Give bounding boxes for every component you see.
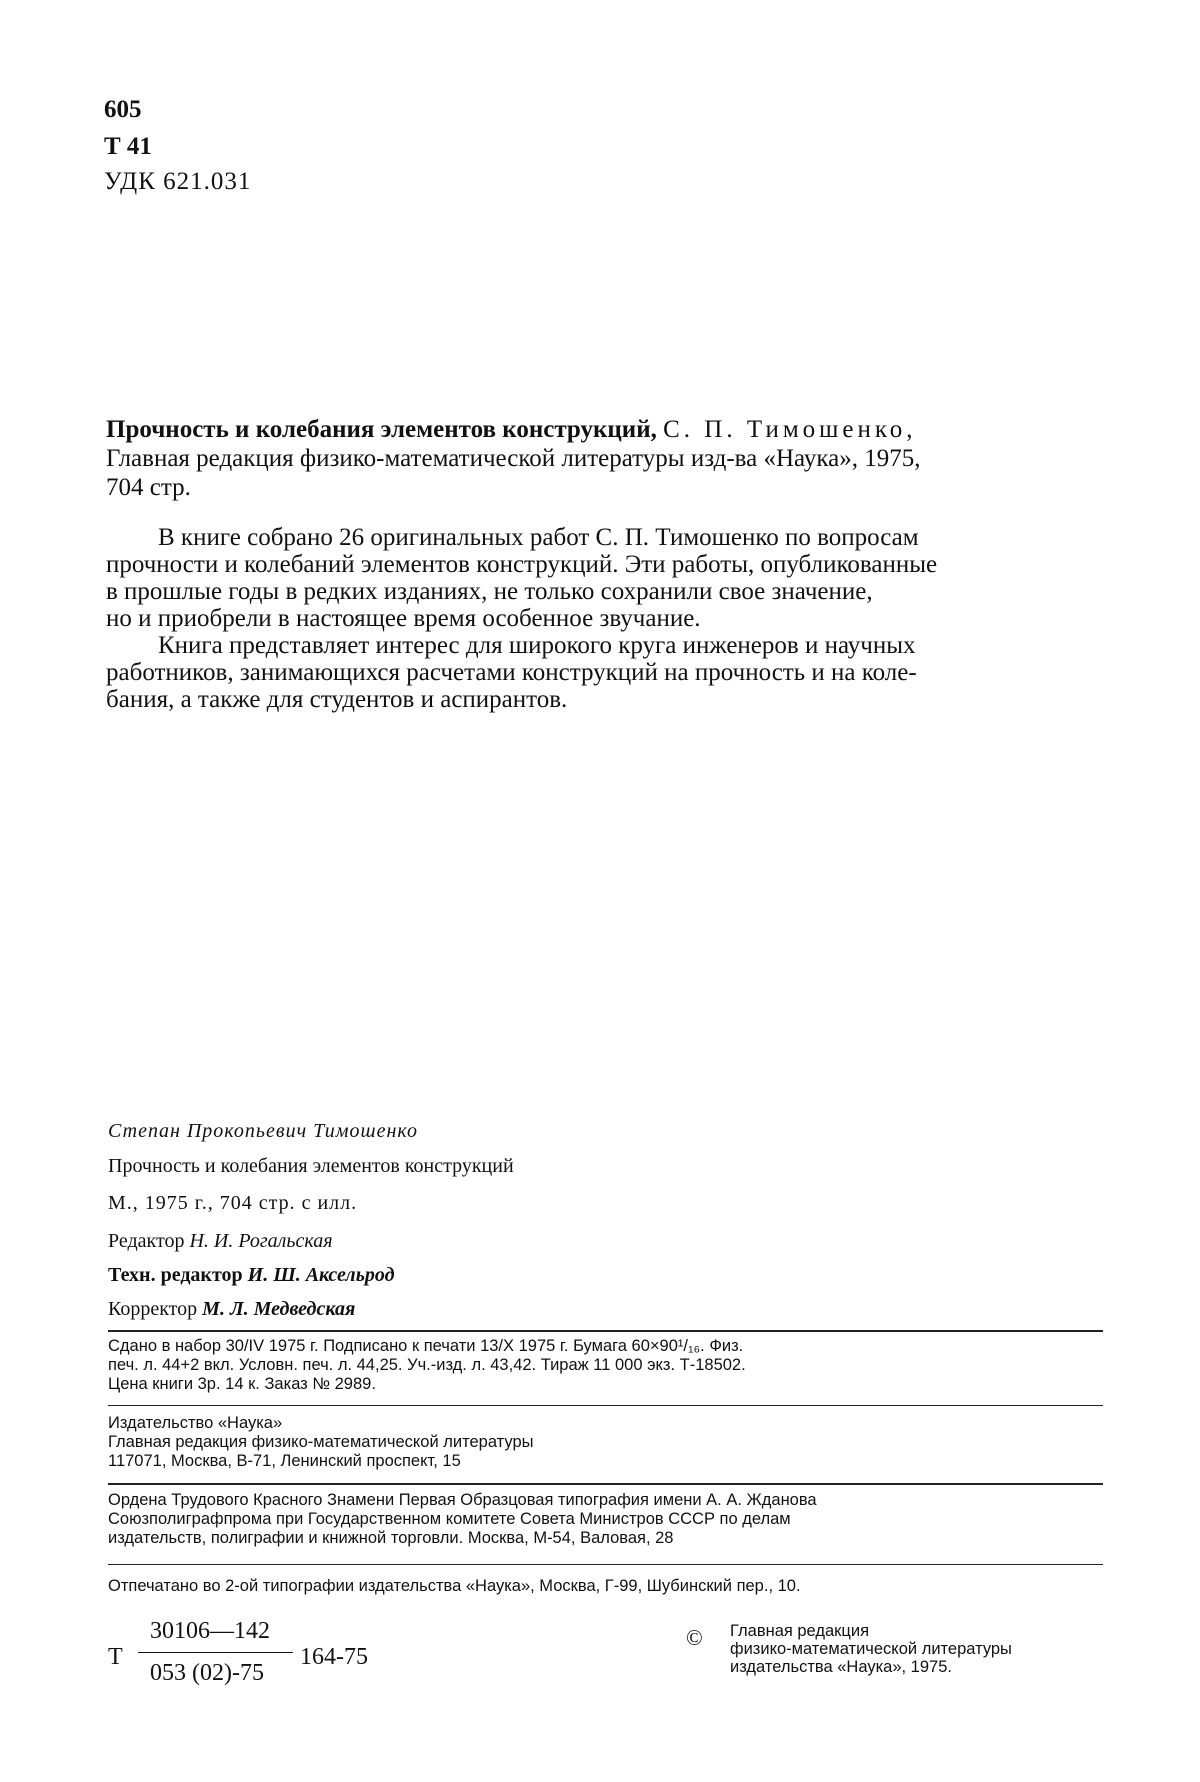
index-suffix: 164-75 [300, 1644, 368, 1670]
print-details-line: печ. л. 44+2 вкл. Условн. печ. л. 44,25. Уч.-изд. л. 43,42. Тираж 11 000 экз. Т-18502. [108, 1356, 746, 1374]
tech-editor-name: И. Ш. Аксельрод [247, 1264, 395, 1286]
copyright-block [730, 1622, 1012, 1676]
paragraph-line: Книга представляет интерес для широкого круга инженеров и научных [158, 632, 916, 659]
print-details-line: Сдано в набор 30/IV 1975 г. Подписано к печати 13/X 1975 г. Бумага 60×90¹/₁₆. Физ. [108, 1337, 744, 1355]
imprint-book-title: Прочность и колебания элементов конструкций [108, 1155, 514, 1177]
publisher-line: Главная редакция физико-математической литературы [108, 1433, 534, 1451]
publisher-line: 117071, Москва, В-71, Ленинский проспект, 15 [108, 1452, 461, 1470]
printer-line: Ордена Трудового Красного Знамени Первая Образцовая типография имени А. А. Жданова [108, 1491, 817, 1509]
author-full-name: Степан Прокопьевич Тимошенко [108, 1120, 419, 1142]
paragraph-line: бания, а также для студентов и аспирантов. [106, 686, 568, 713]
annotation-paragraph-1 [106, 524, 1096, 632]
divider [108, 1405, 1103, 1406]
copyright-line: издательства «Наука», 1975. [730, 1658, 952, 1676]
publisher-line: Издательство «Наука» [108, 1414, 283, 1432]
imprint-place-year: М., 1975 г., 704 стр. с илл. [108, 1192, 358, 1214]
editor-name: Н. И. Рогальская [189, 1230, 333, 1252]
book-title-bold: Прочность и колебания элементов конструкций, [106, 416, 657, 443]
printer-line: Союзполиграфпрома при Государственном комитете Совета Министров СССР по делам [108, 1510, 791, 1528]
corrector-name: М. Л. Медведская [202, 1298, 356, 1320]
copyright-line: Главная редакция [730, 1622, 870, 1640]
printed-at: Отпечатано во 2-ой типографии издательства «Наука», Москва, Г-99, Шубинский пер., 10. [108, 1577, 801, 1595]
print-details-line: Цена книги 3р. 14 к. Заказ № 2989. [108, 1375, 376, 1393]
fraction-bar [138, 1652, 293, 1653]
publisher-line: Главная редакция физико-математической литературы изд-ва «Наука», 1975, [106, 445, 921, 472]
classification-code: 605 [104, 96, 142, 123]
annotation-heading [106, 415, 1096, 502]
fraction-numerator: 30106—142 [150, 1618, 270, 1644]
divider [108, 1564, 1103, 1565]
paragraph-line: работников, занимающихся расчетами конструкций на прочность и на коле- [106, 659, 917, 686]
editor-credit [108, 1230, 333, 1253]
annotation-paragraph-2 [106, 632, 1096, 713]
copyright-line: физико-математической литературы [730, 1640, 1012, 1658]
index-letter: Т [108, 1644, 123, 1670]
corrector-credit [108, 1298, 355, 1321]
divider [108, 1483, 1103, 1485]
corrector-label: Корректор [108, 1298, 198, 1320]
paragraph-line: В книге собрано 26 оригинальных работ С. П. Тимошенко по вопросам [158, 524, 919, 551]
print-details [108, 1337, 1103, 1394]
tech-editor-label: Техн. редактор [108, 1264, 243, 1286]
publisher-block [108, 1414, 1103, 1471]
fraction-denominator: 053 (02)-75 [150, 1660, 264, 1686]
printer-line: издательств, полиграфии и книжной торговли. Москва, М-54, Валовая, 28 [108, 1529, 674, 1547]
divider [108, 1330, 1103, 1332]
paragraph-line: прочности и колебаний элементов конструкций. Эти работы, опубликованные [106, 551, 938, 578]
copyright-icon: © [686, 1625, 703, 1650]
editor-label: Редактор [108, 1230, 185, 1252]
author-sign: Т 41 [104, 133, 152, 160]
tech-editor-credit [108, 1264, 395, 1287]
paragraph-line: но и приобрели в настоящее время особенное звучание. [106, 605, 701, 632]
paragraph-line: в прошлые годы в редких изданиях, не только сохранили свое значение, [106, 578, 873, 605]
author-name: С. П. Тимошенко, [663, 416, 917, 443]
udc-code: УДК 621.031 [104, 168, 252, 195]
page-count: 704 стр. [106, 474, 191, 501]
printer-block [108, 1491, 1103, 1548]
